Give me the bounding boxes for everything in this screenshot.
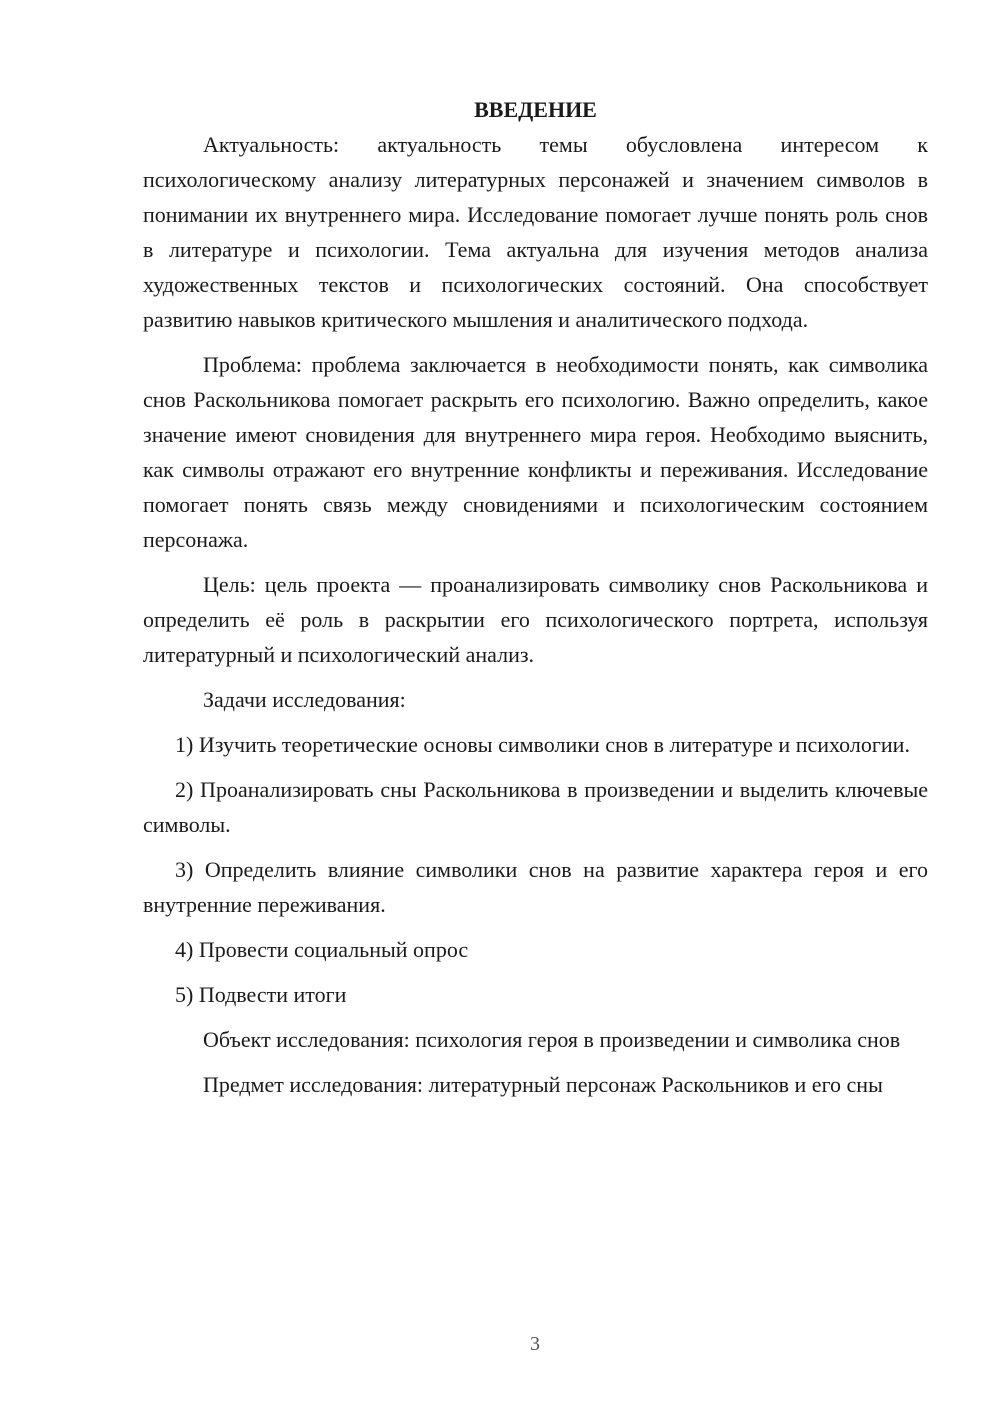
task-item-4: 4) Провести социальный опрос (175, 937, 469, 962)
relevance-paragraph: Актуальность: актуальность темы обусловлена интересом к психологическому анализу литературных персонажей и значением символов в понимании их внутреннего мира. Исследование помогает лучше понять роль снов в литературе и психологии. Тема актуальна для изучения методов анализа художественных текстов и психологических состояний. Она способствует развитию навыков критического мышления и аналитического подхода. (143, 132, 928, 332)
task-item-3: 3) Определить влияние символики снов на развитие характера героя и его внутренние переживания. (143, 857, 928, 917)
problem-paragraph: Проблема: проблема заключается в необходимости понять, как символика снов Раскольникова помогает раскрыть его психологию. Важно определить, какое значение имеют сновидения для внутреннего мира героя. Необходимо выяснить, как символы отражают его внутренние конфликты и переживания. Исследование помогает понять связь между сновидениями и психологическим состоянием персонажа. (143, 352, 928, 552)
object-paragraph: Объект исследования: психология героя в произведении и символика снов (203, 1027, 901, 1052)
task-item-5: 5) Подвести итоги (175, 982, 347, 1007)
task-item-2: 2) Проанализировать сны Раскольникова в произведении и выделить ключевые символы. (143, 777, 928, 837)
tasks-heading: Задачи исследования: (203, 687, 406, 712)
task-item-1: 1) Изучить теоретические основы символики снов в литературе и психологии. (175, 732, 910, 757)
section-heading: ВВЕДЕНИЕ (474, 97, 597, 122)
page-content (143, 92, 928, 1112)
goal-paragraph: Цель: цель проекта — проанализировать символику снов Раскольникова и определить её роль в раскрытии его психологического портрета, используя литературный и психологический анализ. (143, 572, 928, 667)
page-number: 3 (530, 1333, 540, 1355)
subject-paragraph: Предмет исследования: литературный персонаж Раскольников и его сны (203, 1072, 883, 1097)
